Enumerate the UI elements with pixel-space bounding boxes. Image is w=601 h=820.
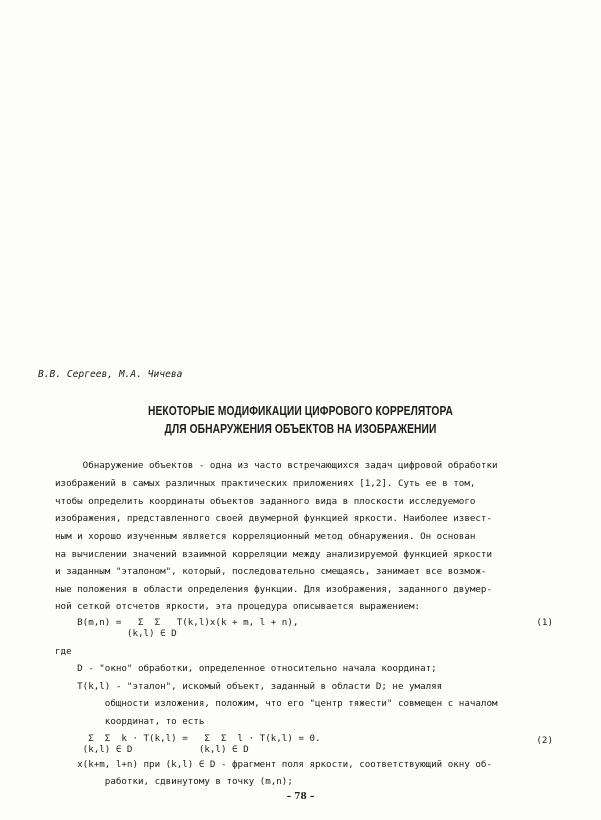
- equation-line: B(m,n) = Σ Σ T(k,l)x(k + m, l + n),: [55, 617, 299, 628]
- definition-line: D - "окно" обработки, определенное относительно начала координат;: [55, 663, 437, 674]
- equation-subscript: (k,l) ∈ D: [55, 628, 177, 639]
- definition-line: работки, сдвинутому в точку (m,n);: [55, 776, 293, 787]
- body-line: и заданным "эталоном", который, последовательно смещаясь, занимает все возмож-: [55, 566, 487, 577]
- equation-number: (2): [536, 735, 553, 746]
- body-line: ным и хорошо изученным является корреляционный метод обнаружения. Он основан: [55, 531, 476, 542]
- body-line: изображения, представленного своей двумерной функцией яркости. Наиболее извест-: [55, 513, 492, 524]
- page-number: – 78 –: [286, 792, 315, 802]
- body-line: на вычислении значений взаимной корреляции между анализируемой функцией яркости: [55, 549, 492, 560]
- body-line: чтобы определить координаты объектов заданного вида в плоскости исследуемого: [55, 496, 476, 507]
- equation-line: Σ Σ k · T(k,l) = Σ Σ l · T(k,l) = 0.: [55, 733, 321, 744]
- equation-number: (1): [536, 617, 553, 628]
- body-line: изображений в самых различных практических приложениях [1,2]. Суть ее в том,: [55, 478, 476, 489]
- title-line-1: НЕКОТОРЫЕ МОДИФИКАЦИИ ЦИФРОВОГО КОРРЕЛЯТОРА: [148, 404, 453, 418]
- definition-line: общности изложения, положим, что его "центр тяжести" совмещен с началом: [55, 698, 498, 709]
- equation-subscript: (k,l) ∈ D (k,l) ∈ D: [55, 744, 249, 755]
- body-line: ные положения в области определения функции. Для изображения, заданного двумер-: [55, 584, 492, 595]
- definition-line: x(k+m, l+n) при (k,l) ∈ D - фрагмент поля яркости, соответствующий окну об-: [55, 759, 492, 770]
- body-line: ной сеткой отсчетов яркости, эта процедура описывается выражением:: [55, 601, 421, 612]
- title-line-2: ДЛЯ ОБНАРУЖЕНИЯ ОБЪЕКТОВ НА ИЗОБРАЖЕНИИ: [164, 422, 437, 436]
- body-line: Обнаружение объектов - одна из часто встречающихся задач цифровой обработки: [55, 460, 498, 471]
- definition-line: координат, то есть: [55, 716, 205, 727]
- definition-line: T(k,l) - "эталон", искомый объект, заданный в области D; не умаляя: [55, 681, 443, 692]
- where-label: где: [55, 646, 72, 657]
- authors: В.В. Сергеев, М.А. Чичева: [38, 369, 183, 380]
